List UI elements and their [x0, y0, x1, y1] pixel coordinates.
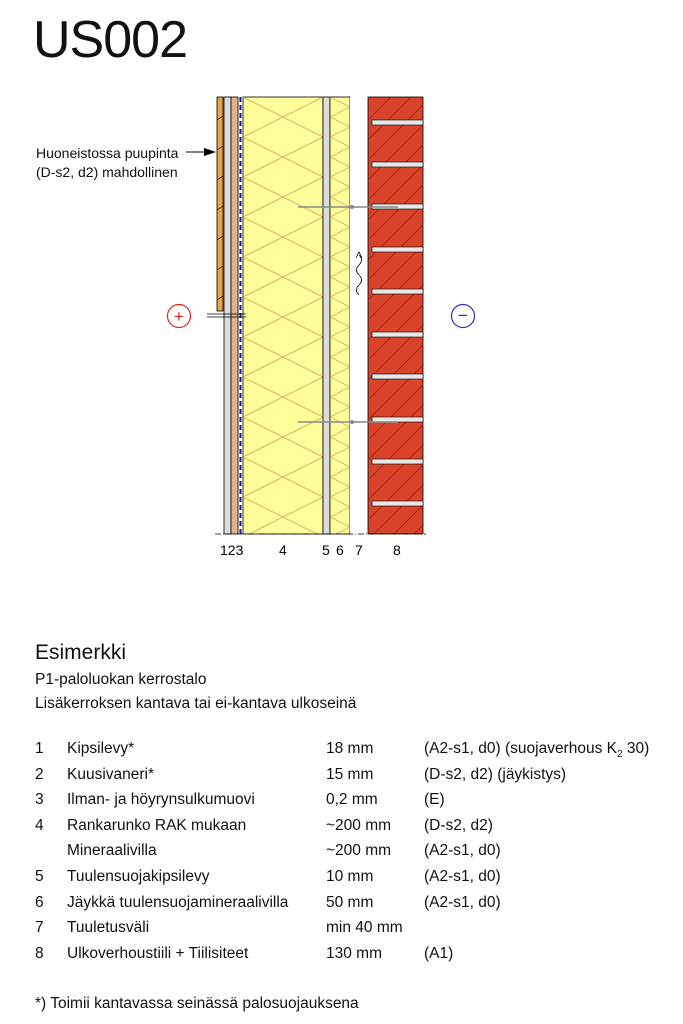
layer-thickness: 10 mm — [326, 867, 374, 885]
layer-name: Kuusivaneri* — [67, 765, 155, 783]
layer-thickness: 0,2 mm — [326, 791, 378, 809]
layer-thickness: 15 mm — [326, 765, 374, 783]
layer-number: 6 — [35, 893, 44, 911]
annotation-line-1: Huoneistossa puupinta — [36, 145, 179, 161]
example-building-type: P1-paloluokan kerrostalo — [35, 671, 207, 688]
layer-thickness: 18 mm — [326, 740, 374, 757]
layer-name: Kipsilevy* — [67, 740, 135, 757]
footnote: *) Toimii kantavassa seinässä palosuojauksena — [35, 995, 359, 1012]
layer-number: 8 — [35, 944, 44, 962]
layer-label-4: 4 — [279, 542, 287, 558]
layer-number: 7 — [35, 919, 44, 937]
svg-text:+: + — [174, 307, 184, 326]
layer-7-air-gap — [350, 97, 368, 534]
layer-name: Tuulensuojakipsilevy — [67, 867, 210, 885]
layer-number: 5 — [35, 867, 44, 885]
layer-label-6: 6 — [336, 542, 344, 558]
layer-name: Ulkoverhoustiili + Tiilisiteet — [67, 944, 249, 962]
layer-class: (A2-s1, d0) — [424, 867, 501, 885]
layer-name: Mineraalivilla — [67, 842, 157, 860]
layer-number: 3 — [35, 791, 44, 809]
layer-thickness: 50 mm — [326, 893, 374, 911]
layer-class: (D-s2, d2) — [424, 816, 493, 834]
warm-side-symbol — [168, 305, 191, 328]
layer-class: (A2-s1, d0) — [424, 893, 501, 911]
layer-thickness: ~200 mm — [326, 842, 392, 860]
layer-class: (A2-s1, d0) — [424, 842, 501, 860]
cold-side-symbol — [452, 305, 475, 328]
svg-text:−: − — [458, 306, 468, 325]
layer-2-plywood — [231, 97, 238, 534]
drawing-code: US002 — [33, 11, 187, 69]
layer-4-insulation — [243, 97, 323, 534]
layer-5-wind-gypsum — [323, 97, 330, 534]
example-title: Esimerkki — [35, 641, 127, 664]
layer-thickness: 130 mm — [326, 944, 382, 962]
example-wall-type: Lisäkerroksen kantava tai ei-kantava ulkoseinä — [35, 695, 357, 712]
layer-name: Tuuletusväli — [67, 919, 150, 937]
layer-class: (A1) — [424, 944, 454, 962]
layer-label-8: 8 — [393, 542, 401, 558]
layer-label-5: 5 — [322, 542, 330, 558]
layer-label-123: 123 — [220, 542, 244, 558]
layer-class: (A2-s1, d0) (suojaverhous $K_2$ 30) — [424, 740, 650, 761]
layer-1-gypsum — [224, 97, 231, 534]
interior-wood-panel — [217, 97, 223, 311]
layer-thickness: min 40 mm — [326, 919, 403, 937]
layer-class: (E) — [424, 791, 445, 809]
layer-number: 2 — [35, 765, 44, 783]
layer-name: Ilman- ja höyrynsulkumuovi — [67, 791, 255, 809]
layer-thickness: ~200 mm — [326, 816, 392, 834]
layer-name: Jäykkä tuulensuojamineraalivilla — [67, 893, 289, 911]
layer-class: (D-s2, d2) (jäykistys) — [424, 765, 567, 783]
annotation-line-2: (D-s2, d2) mahdollinen — [36, 164, 178, 180]
layer-number: 4 — [35, 816, 44, 834]
layer-number: 1 — [35, 740, 44, 757]
layer-name: Rankarunko RAK mukaan — [67, 816, 247, 834]
layer-label-7: 7 — [355, 542, 363, 558]
